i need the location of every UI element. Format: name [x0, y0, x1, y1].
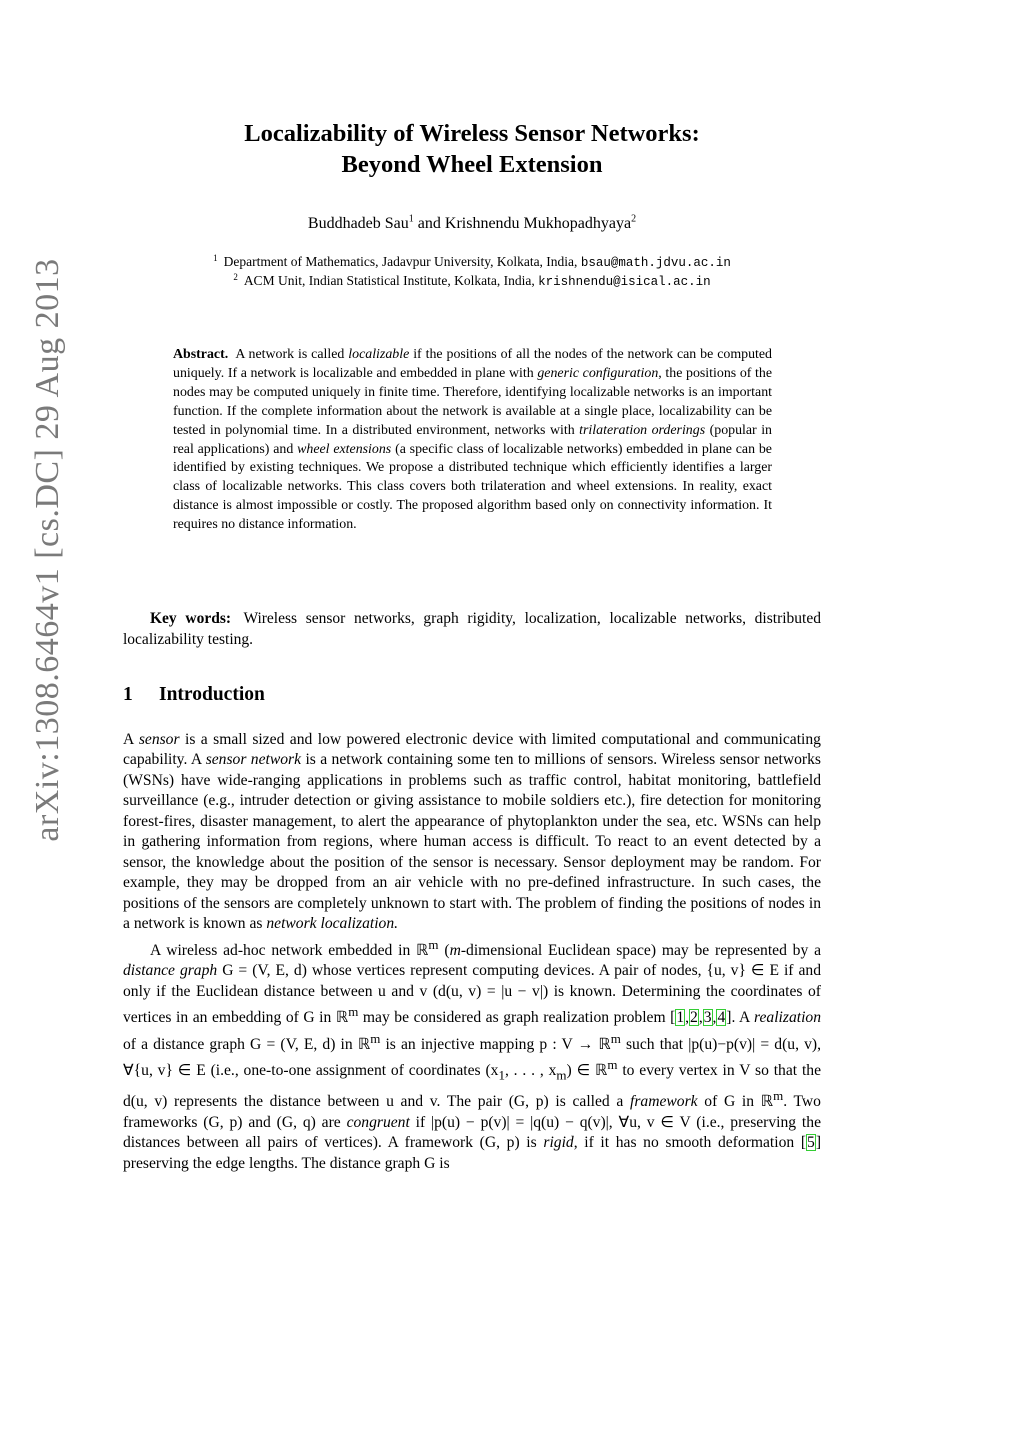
- affiliation-1-mark: 1: [213, 252, 218, 263]
- superscript: m: [610, 1030, 621, 1046]
- abstract-text: if the positions of all the nodes of the network can be computed uniquely. If a network is localizable and embedded in plane with: [173, 347, 772, 381]
- text: of a distance graph G = (V, E, d) in ℝ: [123, 1035, 371, 1053]
- section-number: 1: [123, 684, 133, 705]
- text: . Two frameworks (G, p) and (G, q) are: [123, 1093, 821, 1131]
- affiliation-1-text: Department of Mathematics, Jadavpur University, Kolkata, India,: [223, 254, 578, 269]
- superscript: m: [607, 1057, 618, 1073]
- abstract-emphasis: trilateration orderings: [579, 422, 706, 438]
- text: -dimensional Euclidean space) may be represented by a: [460, 941, 821, 959]
- author-2: Krishnendu Mukhopadhyaya: [444, 215, 632, 232]
- citation-link[interactable]: 3: [703, 1009, 712, 1027]
- author-2-affiliation-mark: 2: [631, 213, 637, 225]
- superscript: m: [370, 1030, 381, 1046]
- citation-link[interactable]: 5: [807, 1134, 815, 1152]
- text: may be considered as graph realization problem: [362, 1009, 666, 1027]
- abstract-text: (popular in real applications) and: [173, 422, 772, 457]
- text: such that |p(u)−p(v)| = d(u, v), ∀{u, v} ∈ E (i.e., one-to-one assignment of coordinates (x: [123, 1035, 822, 1080]
- affiliation-2-email[interactable]: krishnendu@isical.ac.in: [538, 275, 711, 289]
- text: preserving the edge lengths. The distance graph G is: [123, 1154, 450, 1172]
- text: to every vertex in V so that the d(u, v) represents the distance between u and v. The pair (G, p) is called a: [123, 1062, 821, 1111]
- abstract-text: (a specific class of localizable networks) embedded in plane can be identified by existing techniques. We propose a distributed technique which efficiently identifies a larger class of localizable networks. This class covers both trilateration and wheel extensions. In reality, exact distance is almost impossible or costly. The proposed algorithm based only on connectivity information. It requires no distance information.: [173, 441, 772, 533]
- superscript: m: [428, 936, 439, 952]
- abstract-text: , the positions of the nodes may be computed uniquely in finite time. Therefore, identifying localizable networks is an important function. If the complete information about the network is available at a single place, localizability can be tested in polynomial time. In a distributed environment, networks with: [173, 365, 773, 438]
- title-line-1: Localizability of Wireless Sensor Networks:: [244, 120, 700, 147]
- emphasis: rigid: [543, 1134, 574, 1152]
- text: is a network containing some ten to millions of sensors. Wireless sensor networks (WSNs) have wide-ranging applications in problems such as traffic control, habitat monitoring, battlefield surveillance (e.g., intruder detection or giving assistance to mobile soldiers etc.), fire detection for monitoring forest-fires, disaster management, to alert the appearance of phytoplankton under the sea, etc. WSNs can help in gathering information from regions, where human access is difficult. To react to an event detected by a sensor, the knowledge about the position of the sensor is necessary. Sensor deployment may be random. For example, they may be dropped from an air vehicle with no pre-defined infrastructure. In such cases, the positions of the sensors are completely unknown to start with. The problem of finding the positions of nodes in a network is known as: [123, 751, 821, 933]
- affiliation-2-mark: 2: [233, 271, 238, 282]
- text: , . . . , x: [504, 1062, 557, 1080]
- paragraph-1: [123, 730, 821, 935]
- text: . A: [731, 1009, 750, 1027]
- emphasis: sensor: [138, 731, 180, 748]
- subscript: m: [556, 1067, 567, 1083]
- text: ) ∈ ℝ: [566, 1062, 608, 1080]
- emphasis: congruent: [346, 1113, 410, 1131]
- section-heading: [123, 684, 821, 706]
- citation-link[interactable]: 4: [717, 1009, 726, 1027]
- affiliation-1-email[interactable]: bsau@math.jdvu.ac.in: [580, 256, 731, 270]
- abstract-emphasis: localizable: [348, 347, 410, 362]
- paper-title: [123, 118, 821, 180]
- abstract-text: A network is called: [235, 347, 345, 362]
- subscript: 1: [498, 1067, 505, 1083]
- paragraph-2: A wireless ad-hoc network embedded in ℝ$^m$ (m-dimensional Euclidean space) may be represented by a distance graph G = (V, E, d) whose vertices represent computing devices. A pair of nodes, {u, v} ∈ E if and only if the Euclidean distance between u and v (d(u, v) = |u − v|) is known. Determining the coordinates of vertices in an embedding of G in ℝ$^m$ may be considered as graph realization problem [1,2,3,4]. A realization of a distance graph G = (V, E, d) in ℝ$^m$ is an injective mapping p : V → ℝ$^m$ such that |p(u)−p(v)| = d(u, v), ∀{u, v} ∈ E (i.e., one-to-one assignment of coordinates ($x_1$, . . . , $x_m$) ∈ ℝ$^m$ to every vertex in V so that the d(u, v) represents the distance between u and v. The pair (G, p) is called a framework of G in ℝ$^m$. Two frameworks (G, p) and (G, q) are congruent if |p(u) − p(v)| = |q(u) − q(v)|, ∀u, v ∈ V (i.e., preserving the distances between all pairs of vertices). A framework (G, p) is rigid, if it has no smooth deformation [5] preserving the edge lengths. The distance graph G is: [123, 936, 822, 1172]
- emphasis: network localization.: [266, 915, 399, 933]
- author-list: [123, 215, 821, 233]
- affiliation-2-text: ACM Unit, Indian Statistical Institute, Kolkata, India,: [243, 273, 535, 288]
- text: A: [123, 731, 134, 748]
- text: (: [444, 941, 450, 959]
- text: G = (V, E, d) whose vertices represent computing devices. A pair of nodes, {u, v} ∈ E if and only if the Euclidean distance between u and v (d(u, v) = |u − v|) is known. Determining the coordinates of vertices in an embedding of G in ℝ: [123, 962, 821, 1027]
- author-conjunction: and: [417, 215, 441, 232]
- body-text: [123, 730, 821, 1174]
- affiliation-2: [123, 273, 821, 289]
- text: is a small sized and low powered electronic device with limited computational and communicating capability. A: [123, 731, 821, 769]
- text: is an injective mapping p : V → ℝ: [385, 1035, 611, 1053]
- abstract-emphasis: generic configuration: [537, 365, 659, 381]
- emphasis: m: [449, 941, 461, 959]
- emphasis: realization: [754, 1009, 822, 1027]
- arxiv-identifier: arXiv:1308.6464v1 [cs.DC] 29 Aug 2013: [29, 258, 66, 842]
- text: of G in ℝ: [704, 1093, 774, 1111]
- title-line-2: Beyond Wheel Extension: [341, 151, 603, 178]
- emphasis: sensor network: [205, 751, 302, 769]
- section-title: Introduction: [159, 684, 265, 705]
- superscript: m: [773, 1088, 784, 1104]
- text: , if it has no smooth deformation: [573, 1134, 795, 1152]
- abstract: [173, 346, 772, 535]
- text: if |p(u) − p(v)| = |q(u) − q(v)|, ∀u, v ∈ V (i.e., preserving the distances between all pairs of vertices). A framework (G, p) is: [123, 1113, 821, 1152]
- affiliation-1: [123, 254, 821, 270]
- author-1: Buddhadeb Sau: [307, 215, 409, 232]
- author-1-affiliation-mark: 1: [408, 213, 414, 225]
- citation-link[interactable]: 2: [690, 1009, 698, 1027]
- keywords-label: Key words:: [150, 610, 232, 627]
- abstract-emphasis: wheel extensions: [297, 441, 392, 457]
- emphasis: framework: [630, 1093, 698, 1111]
- text: A wireless ad-hoc network embedded in ℝ: [150, 941, 429, 959]
- keywords: [123, 609, 821, 650]
- emphasis: distance graph: [123, 962, 218, 980]
- citation-link[interactable]: 1: [676, 1009, 685, 1027]
- keywords-text: Wireless sensor networks, graph rigidity, localization, localizable networks, distributed localizability testing.: [123, 610, 821, 648]
- abstract-label: Abstract.: [173, 347, 229, 362]
- superscript: m: [348, 1004, 359, 1020]
